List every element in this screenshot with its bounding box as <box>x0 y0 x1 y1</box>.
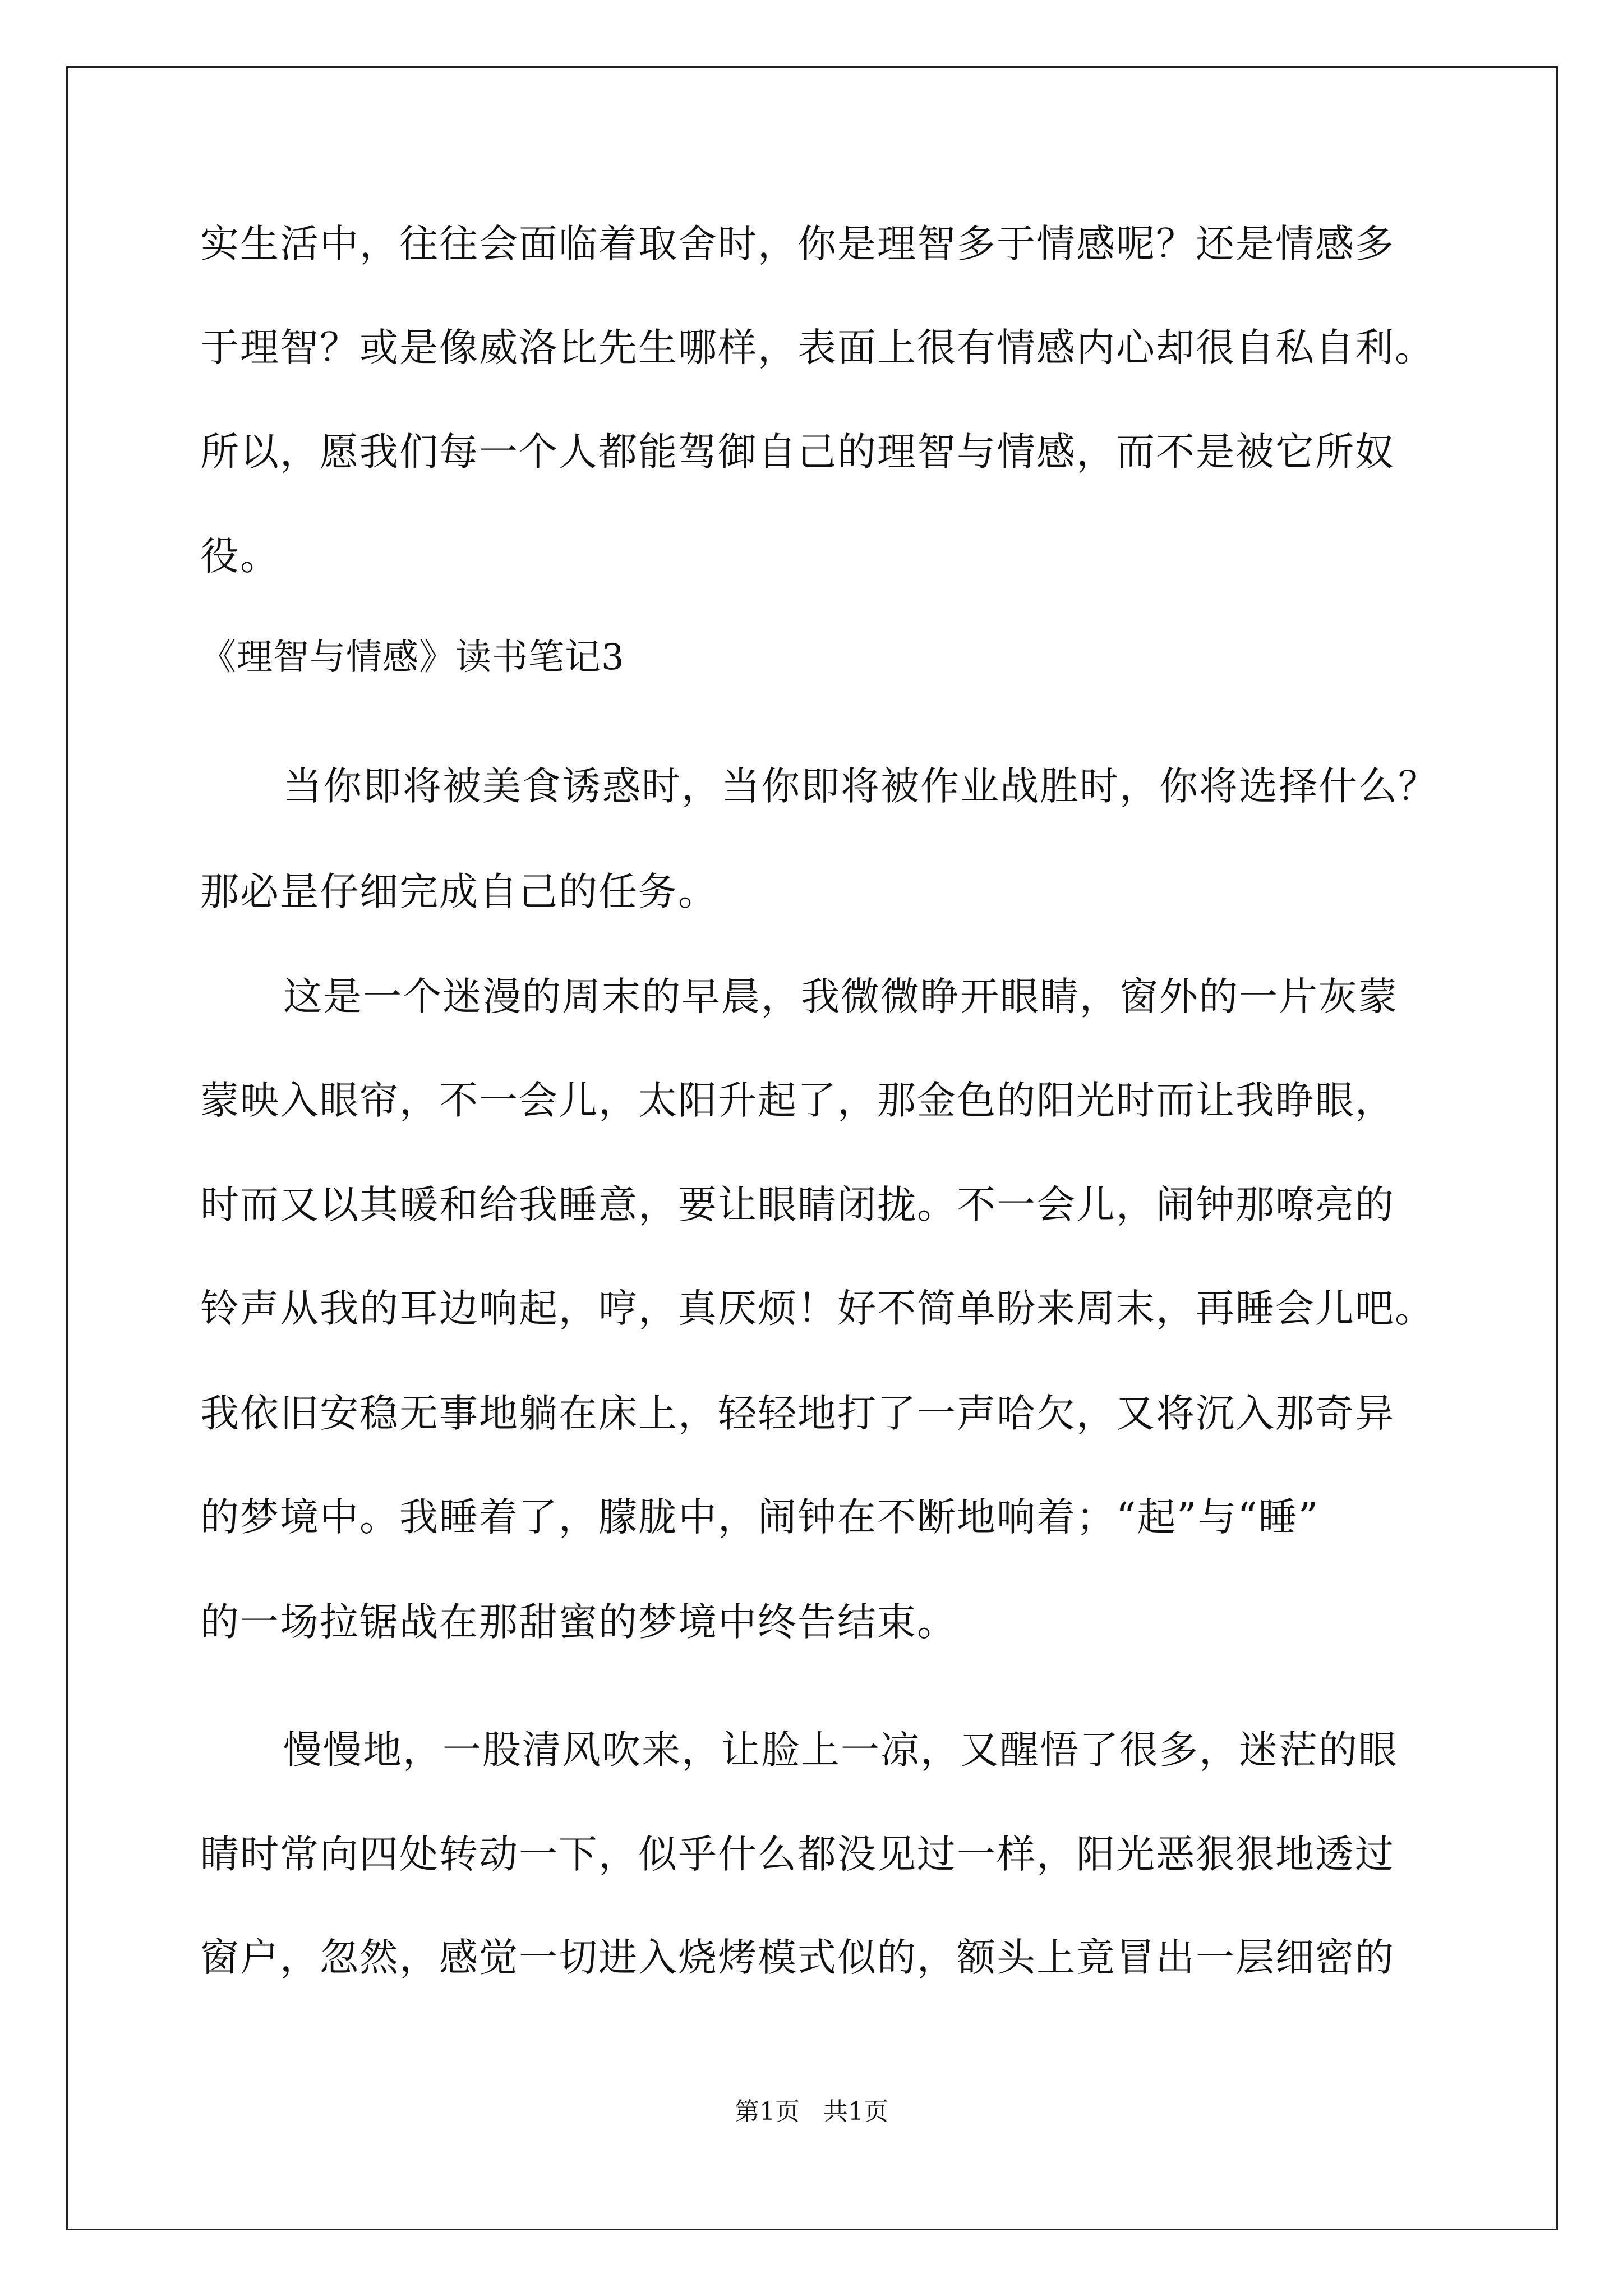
text-line: 我依旧安稳无事地躺在床上，轻轻地打了一声哈欠，又将沉入那奇异 <box>200 1391 1395 1436</box>
text-line: 于理智？或是像威洛比先生哪样，表面上很有情感内心却很自私自利。 <box>200 325 1435 370</box>
text-line: 睛时常向四处转动一下，似乎什么都没见过一样，阳光恶狠狠地透过 <box>200 1832 1395 1877</box>
paragraph-first-line: 这是一个迷漫的周末的早晨，我微微睁开眼睛，窗外的一片灰蒙 <box>283 974 1398 1019</box>
text-line: 蒙映入眼帘，不一会儿，太阳升起了，那金色的阳光时而让我睁眼， <box>200 1078 1395 1123</box>
page-footer: 第1页 共1页 <box>735 2097 888 2126</box>
text-line: 时而又以其暖和给我睡意，要让眼睛闭拢。不一会儿，闹钟那嘹亮的 <box>200 1182 1395 1227</box>
paragraph-first-line: 当你即将被美食诱惑时，当你即将被作业战胜时，你将选择什么？ <box>283 764 1438 809</box>
text-line: 那必昰仔细完成自己的任务。 <box>200 869 718 914</box>
text-line: 役。 <box>200 534 280 579</box>
section-heading: 《理智与情感》读书笔记3 <box>200 637 625 678</box>
text-line: 实生活中，往往会面临着取舍时，你是理智多于情感呢？还是情感多 <box>200 222 1395 266</box>
text-line: 铃声从我的耳边响起，哼，真厌烦！好不简单盼来周末，再睡会儿吧。 <box>200 1286 1435 1331</box>
paragraph-first-line: 慢慢地，一股清风吹来，让脸上一凉，又醒悟了很多，迷茫的眼 <box>283 1728 1398 1773</box>
text-line: 的一场拉锯战在那甜蜜的梦境中终告结束。 <box>200 1600 957 1645</box>
page-border <box>66 66 1558 2230</box>
text-line: 的梦境中。我睡着了，朦胧中，闹钟在不断地响着；“起”与“睡” <box>200 1495 1320 1540</box>
text-line: 所以，愿我们每一个人都能驾御自己的理智与情感，而不是被它所奴 <box>200 430 1395 475</box>
text-line: 窗户，忽然，感觉一切进入烧烤模式似的，额头上竟冒出一层细密的 <box>200 1935 1395 1980</box>
